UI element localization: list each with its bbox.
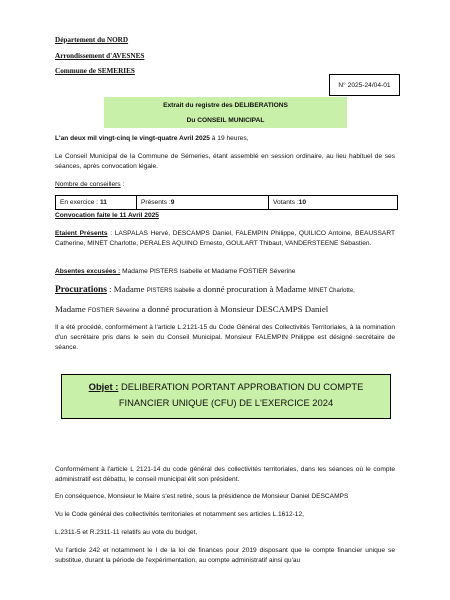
reference-box: N° 2025-24/04-01: [329, 74, 400, 96]
count-exercice: [56, 196, 137, 209]
count-presents: [137, 196, 269, 209]
header-arrondissement: Arrondissement d'AVESNES: [55, 52, 145, 60]
presents-label: Présents :: [141, 199, 171, 206]
counts-label: Nombre de conseillers: [55, 181, 121, 188]
objet-title-1: DELIBERATION PORTANT APPROBATION DU COMPTE: [118, 381, 364, 392]
extrait-box: [104, 97, 347, 128]
votants-label: Votants :: [273, 199, 299, 206]
objet-label: Objet :: [88, 381, 119, 392]
extrait-line1: Extrait du registre des DELIBERATIONS: [163, 101, 288, 109]
date-line: [55, 134, 248, 144]
votants-value: 10: [298, 199, 307, 206]
counts-label-suffix: :: [120, 181, 125, 188]
procurations-line2: [55, 303, 328, 317]
procurations-name-a: PISTERS Isabelle: [146, 288, 195, 294]
body-paragraph-1: Conformément à l'article L 2121-14 du code général des collectivités territoriales, dans les séances où le compte administratif est débattu, le conseil municipal élit son président.: [55, 466, 395, 483]
absents-text: Madame PISTERS Isabelle et Madame FOSTIER Séverine: [120, 268, 296, 275]
procurations-line1: [55, 283, 355, 297]
objet-box: [61, 374, 391, 419]
header-departement: Département du NORD: [55, 36, 129, 44]
counts-heading: [55, 180, 124, 190]
procurations-text-a: : Madame: [106, 284, 147, 294]
counts-table: [55, 195, 398, 210]
extrait-line2: Du CONSEIL MUNICIPAL: [186, 116, 265, 124]
assembly-paragraph: Le Conseil Municipal de la Commune de Sémeries, étant assemblé en session ordinaire, au lieu habituel de ses séances, après convocation légale.: [55, 153, 395, 170]
body-paragraph-5: Vu l'article 242 et notamment le I de la loi de finances pour 2019 disposant que le compte financier unique se substitue, durant la période de l'expérimentation, au compte administratif ainsi qu'au: [55, 547, 395, 564]
body-paragraph-2: En conséquence, Monsieur le Maire s'est retiré, sous la présidence de Monsieur Daniel DESCAMPS: [55, 493, 349, 500]
presents-text: : LASPALAS Hervé, DESCAMPS Daniel, FALEMPIN Philippe, QUILICO Antoine, BEAUSSART Catherine, MINET Charlotte, PERALES AQUINO Ernesto, GOULART Thibaut, VANDERSTEENE Sébastien.: [55, 230, 396, 247]
date-suffix: à 19 heures,: [209, 135, 249, 142]
procurations-text-d: a donné procuration à Monsieur DESCAMPS Daniel: [139, 304, 329, 314]
objet-title-2: FINANCIER UNIQUE (CFU) DE L'EXERCICE 2024: [118, 397, 334, 408]
procurations-text-c: Madame: [55, 304, 88, 314]
procurations-name-b: MINET Charlotte,: [308, 288, 355, 294]
body-paragraph-4: L.2311-5 et R.2311-11 relatifs au vote du budget,: [55, 529, 198, 536]
objet-line1: [62, 379, 390, 395]
procurations-name-c: FOSTIER Séverine: [87, 308, 140, 314]
exercice-label: En exercice :: [60, 199, 99, 206]
procurations-text-b: a donné procuration à Madame: [194, 284, 309, 294]
absents-label: Absentes excusées :: [55, 268, 121, 275]
exercice-value: 11: [99, 199, 107, 206]
count-votants: [269, 196, 397, 209]
convocation-line: Convocation faite le 11 Avril 2025: [55, 212, 159, 219]
body-paragraph-3: Vu le Code général des collectivités territoriales et notamment ses articles L.1612-12,: [55, 511, 304, 518]
procurations-label: Procurations: [55, 285, 107, 295]
date-prefix: L'an deux mil vingt-cinq le vingt-quatre Avril 2025: [55, 135, 210, 142]
secretaire-paragraph: Il a été procédé, conformément à l'article L.2121-15 du Code Général des Collectivités Territoriales, à la nomination d'un secrétaire pris dans le sein du Conseil Municipal. Monsieur FALEMPIN Philippe est désigné secrétaire de séance.: [55, 324, 395, 351]
header-commune: Commune de SEMERIES: [55, 67, 135, 75]
absents-line: [55, 267, 295, 277]
presents-label: Etaient Présents: [55, 230, 108, 237]
presents-paragraph: [55, 229, 395, 249]
presents-value: 9: [170, 199, 175, 206]
